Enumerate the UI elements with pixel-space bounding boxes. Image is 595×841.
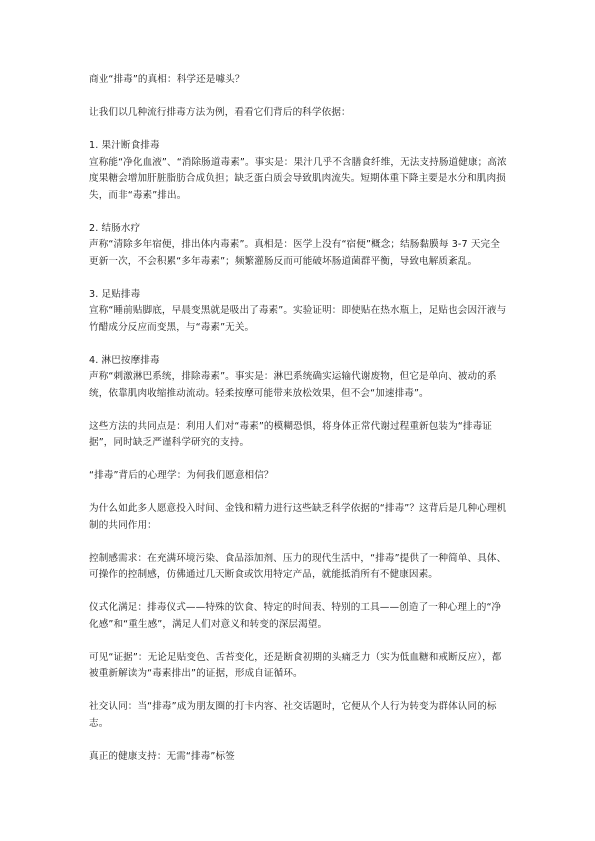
document-body [89, 72, 509, 765]
method-body: 宣称“睡前贴脚底，早晨变黑就是吸出了毒素”。实验证明：即使贴在热水瓶上，足贴也会因汗液与竹醋成分反应而变黑，与“毒素”无关。 [89, 305, 507, 333]
document-title: 商业“排毒”的真相：科学还是噱头？ [89, 74, 245, 85]
intro-paragraph: 让我们以几种流行排毒方法为例，看看它们背后的科学依据： [89, 107, 351, 118]
method-heading: 3. 足贴排毒 [89, 288, 141, 300]
mechanism-paragraph: 仪式化满足：排毒仪式——特殊的饮食、特定的时间表、特别的工具——创造了一种心理上的“净化感”和“重生感”，满足人们对意义和转变的深层渴望。 [89, 602, 502, 630]
mechanism-paragraph: 社交认同：当“排毒”成为朋友圈的打卡内容、社交话题时，它便从个人行为转变为群体认同的标志。 [89, 701, 497, 729]
method-body: 声称“刺激淋巴系统，排除毒素”。事实是：淋巴系统确实运输代谢废物，但它是单向、被动的系统，依靠肌肉收缩推动流动。轻柔按摩可能带来放松效果，但不会“加速排毒”。 [89, 371, 497, 399]
mechanism-paragraph: 可见“证据”：无论足贴变色、舌苔变化，还是断食初期的头痛乏力（实为低血糖和戒断反应），都被重新解读为“毒素排出”的证据，形成自证循环。 [89, 651, 502, 679]
method-heading: 2. 结肠水疗 [89, 222, 141, 234]
method-heading: 4. 淋巴按摩排毒 [89, 354, 160, 366]
psychology-heading: “排毒”背后的心理学：为何我们愿意相信？ [89, 470, 274, 481]
method-body: 声称“清除多年宿便，排出体内毒素”。真相是：医学上没有“宿便”概念；结肠黏膜每 3-7 天完全更新一次，不会积累“多年毒素”；频繁灌肠反而可能破坏肠道菌群平衡，导致电解质紊乱。 [89, 239, 500, 267]
mechanism-paragraph: 控制感需求：在充满环境污染、食品添加剂、压力的现代生活中，“排毒”提供了一种简单、具体、可操作的控制感，仿佛通过几天断食或饮用特定产品，就能抵消所有不健康因素。 [89, 552, 507, 580]
closing-heading: 真正的健康支持：无需“排毒”标签 [89, 750, 235, 762]
method-heading: 1. 果汁断食排毒 [89, 140, 160, 151]
method-body: 宣称能“净化血液”、“消除肠道毒素”。事实是：果汁几乎不含膳食纤维，无法支持肠道健康；高浓度果糖会增加肝脏脂肪合成负担；缺乏蛋白质会导致肌肉流失。短期体重下降主要是水分和肌肉损失，而非“毒素”排出。 [89, 156, 507, 201]
common-point-paragraph: 这些方法的共同点是：利用人们对“毒素”的模糊恐惧，将身体正常代谢过程重新包装为“排毒证据”，同时缺乏严谨科学研究的支持。 [89, 420, 492, 448]
psychology-intro: 为什么如此多人愿意投入时间、金钱和精力进行这些缺乏科学依据的“排毒”？这背后是几种心理机制的共同作用： [89, 503, 507, 531]
